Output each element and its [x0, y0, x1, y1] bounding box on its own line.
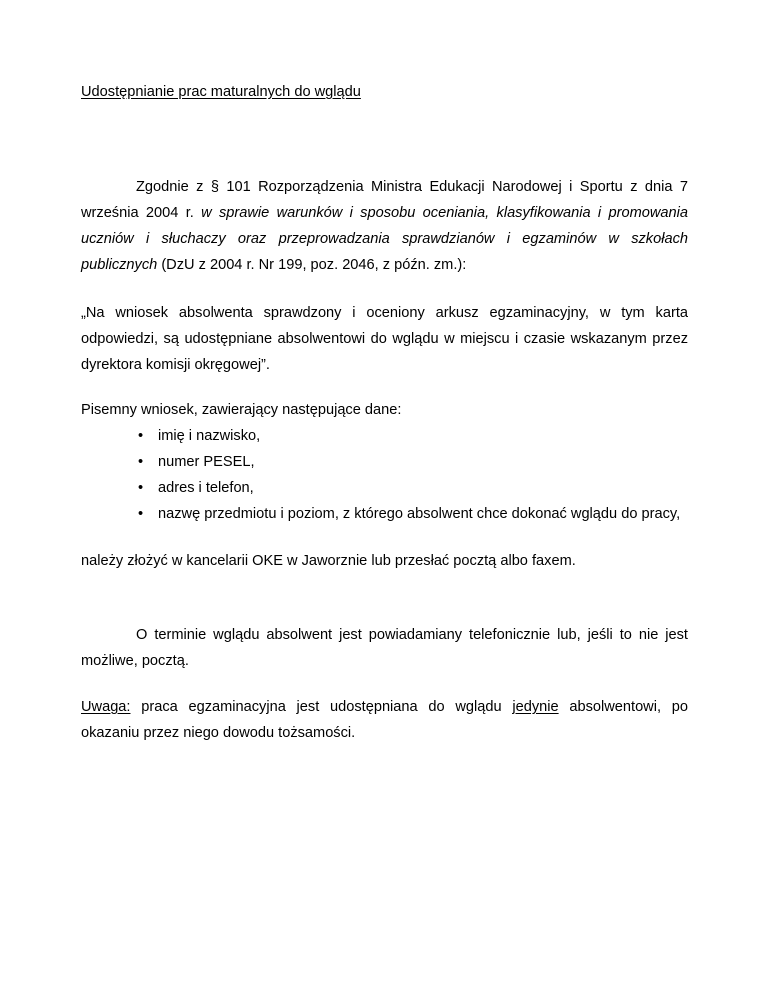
- warning-emphasis: jedynie: [512, 699, 559, 715]
- list-item-text: imię i nazwisko,: [158, 428, 261, 444]
- document-title: Udostępnianie prac maturalnych do wglądu: [81, 84, 361, 100]
- list-item-text: adres i telefon,: [158, 480, 254, 496]
- bullet-icon: •: [138, 506, 144, 522]
- regulation-italic-title: w sprawie warunków i sposobu oceniania, klasyfikowania i promowania uczniów i słuchaczy oraz przeprowadzania sprawdzianów i egzaminów w szkołach publicznych: [81, 205, 688, 273]
- warning-text-after: absolwentowi, po okazaniu przez niego dowodu tożsamości.: [81, 699, 688, 741]
- regulation-lead: Zgodnie z § 101 Rozporządzenia Ministra Edukacji Narodowej i Sportu z dnia 7 września 2004 r.: [81, 179, 688, 221]
- warning-paragraph: [81, 694, 688, 746]
- bullet-icon: •: [138, 428, 144, 444]
- bullet-icon: •: [138, 454, 144, 470]
- list-item-text: numer PESEL,: [158, 454, 255, 470]
- notice-paragraph: O terminie wglądu absolwent jest powiadamiany telefonicznie lub, jeśli to nie jest możliwe, pocztą.: [81, 627, 688, 669]
- regulation-citation: (DzU z 2004 r. Nr 199, poz. 2046, z późn. zm.):: [157, 257, 467, 273]
- list-item: [81, 501, 688, 527]
- warning-text-before: praca egzaminacyjna jest udostępniana do wglądu: [130, 699, 513, 715]
- list-item: [81, 423, 688, 449]
- list-item: [81, 475, 688, 501]
- list-item-text: nazwę przedmiotu i poziom, z którego absolwent chce dokonać wglądu do pracy,: [158, 506, 681, 522]
- bullet-icon: •: [138, 480, 144, 496]
- regulation-quote: „Na wniosek absolwenta sprawdzony i oceniony arkusz egzaminacyjny, w tym karta odpowiedzi, są udostępniane absolwentowi do wglądu w miejscu i czasie wskazanym przez dyrektora komisji okręgowej”.: [81, 305, 688, 373]
- required-data-list: [81, 423, 688, 527]
- regulation-paragraph: [81, 174, 688, 278]
- warning-label: Uwaga:: [81, 699, 131, 715]
- request-intro: Pisemny wniosek, zawierający następujące dane:: [81, 402, 402, 418]
- list-item: [81, 449, 688, 475]
- submission-instructions: należy złożyć w kancelarii OKE w Jaworznie lub przesłać pocztą albo faxem.: [81, 553, 576, 569]
